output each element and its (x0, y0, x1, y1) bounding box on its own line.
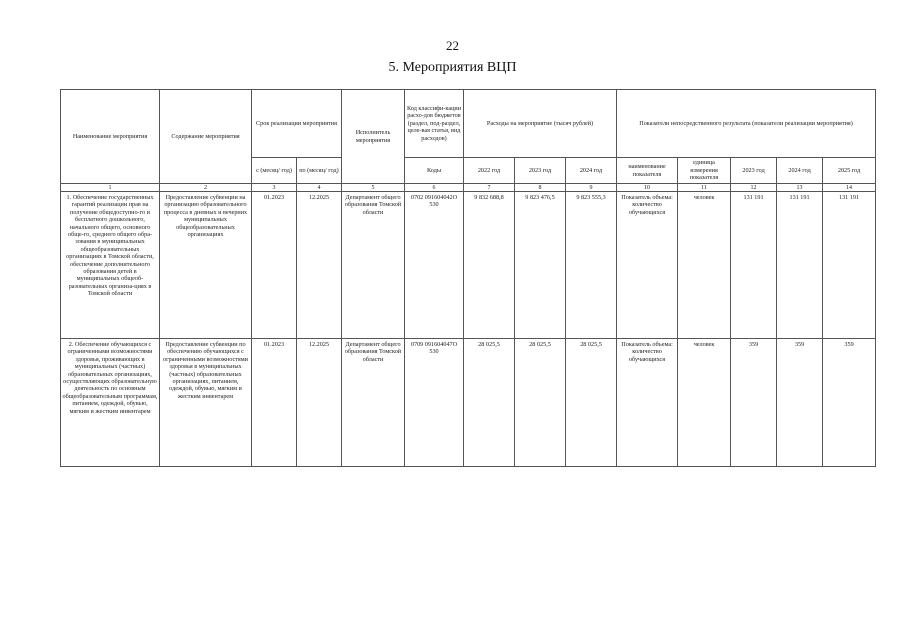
header-period: Срок реализации мероприятия (252, 90, 342, 158)
indicator-2024: 359 (777, 339, 823, 467)
column-number: 10 (617, 184, 678, 192)
executor: Департамент общего образования Томской области (342, 192, 405, 339)
header-2023: 2023 год (515, 158, 566, 184)
header-expenses: Расходы на мероприятие (тысяч рублей) (464, 90, 617, 158)
header-2024: 2024 год (566, 158, 617, 184)
indicator-2025: 359 (823, 339, 876, 467)
expense-2023: 9 823 476,5 (515, 192, 566, 339)
table-row (61, 192, 876, 339)
header-ind-2023: 2023 год (731, 158, 777, 184)
header-ind-2024: 2024 год (777, 158, 823, 184)
activity-content: Предоставление субвенции по обеспечению обучающихся с ограниченными возможностями здоровья в муниципальных (частных) образовательных организациях, питанием, одеждой, обувью, мягким и жестким инвентарем (160, 339, 252, 467)
indicator-2023: 359 (731, 339, 777, 467)
header-from: с (месяц/ год) (252, 158, 297, 184)
header-row-1 (61, 90, 876, 158)
header-codes: Коды (405, 158, 464, 184)
expense-2022: 28 025,5 (464, 339, 515, 467)
column-number: 6 (405, 184, 464, 192)
column-number: 2 (160, 184, 252, 192)
period-from: 01.2023 (252, 192, 297, 339)
expense-2024: 9 823 555,3 (566, 192, 617, 339)
indicator-2023: 131 191 (731, 192, 777, 339)
header-code-group: Код классифи-кации расхо-дов бюджетов (раздел, под-раздел, целе-вая статья, вид расходов) (405, 90, 464, 158)
header-indicator-unit: единица измерения показателя (678, 158, 731, 184)
column-number: 7 (464, 184, 515, 192)
budget-code: 0702 091604042О 530 (405, 192, 464, 339)
activity-content: Предоставление субвенции на организацию образовательного процесса в дневных и вечерних муниципальных общеобразовательных организациях (160, 192, 252, 339)
header-name: Наименование мероприятия (61, 90, 160, 184)
period-to: 12.2025 (297, 192, 342, 339)
indicator-2025: 131 191 (823, 192, 876, 339)
indicator-unit: человек (678, 339, 731, 467)
column-number: 13 (777, 184, 823, 192)
expense-2022: 9 832 688,8 (464, 192, 515, 339)
indicator-name: Показатель объема: количество обучающихся (617, 339, 678, 467)
indicator-unit: человек (678, 192, 731, 339)
column-number: 8 (515, 184, 566, 192)
activities-table (60, 89, 876, 467)
expense-2024: 28 025,5 (566, 339, 617, 467)
indicator-2024: 131 191 (777, 192, 823, 339)
section-title: 5. Мероприятия ВЦП (388, 60, 517, 75)
column-number: 11 (678, 184, 731, 192)
column-number: 14 (823, 184, 876, 192)
period-from: 01.2023 (252, 339, 297, 467)
header-content: Содержание мероприятия (160, 90, 252, 184)
header-ind-2025: 2025 год (823, 158, 876, 184)
header-indicator-name: наименование показателя (617, 158, 678, 184)
column-number: 5 (342, 184, 405, 192)
header-executor: Исполнитель мероприятия (342, 90, 405, 184)
activity-name: 2. Обеспечение обучающихся с ограниченными возможностями здоровья, проживающих в муниципальных (частных) образовательных организациях, осуществляющих образовательную деятельность по основным общеобразовательным программам, питанием, одеждой, обувью, мягким и жестким инвентарем (61, 339, 160, 467)
column-number: 1 (61, 184, 160, 192)
column-number: 4 (297, 184, 342, 192)
indicator-name: Показатель объема: количество обучающихся (617, 192, 678, 339)
column-number-row (61, 184, 876, 192)
budget-code: 0709 091604047О 530 (405, 339, 464, 467)
column-number: 3 (252, 184, 297, 192)
expense-2023: 28 025,5 (515, 339, 566, 467)
executor: Департамент общего образования Томской области (342, 339, 405, 467)
activity-name: 1. Обеспечение государственных гарантий реализации прав на получение общедоступно-го и бесплатного дошкольного, начального общего, основного обще-го, среднего общего обра-зования в муниципальных общеобразовательных организациях в Томской области, обеспечение дополнительного образования детей в муниципальных общеоб-разовательных организа-циях в Томской области (61, 192, 160, 339)
column-number: 12 (731, 184, 777, 192)
period-to: 12.2025 (297, 339, 342, 467)
page-number: 22 (446, 38, 459, 53)
header-to: по (месяц/ год) (297, 158, 342, 184)
header-2022: 2022 год (464, 158, 515, 184)
column-number: 9 (566, 184, 617, 192)
header-indicators: Показатели непосредственного результата (показатели реализации мероприятия) (617, 90, 876, 158)
table-row (61, 339, 876, 467)
